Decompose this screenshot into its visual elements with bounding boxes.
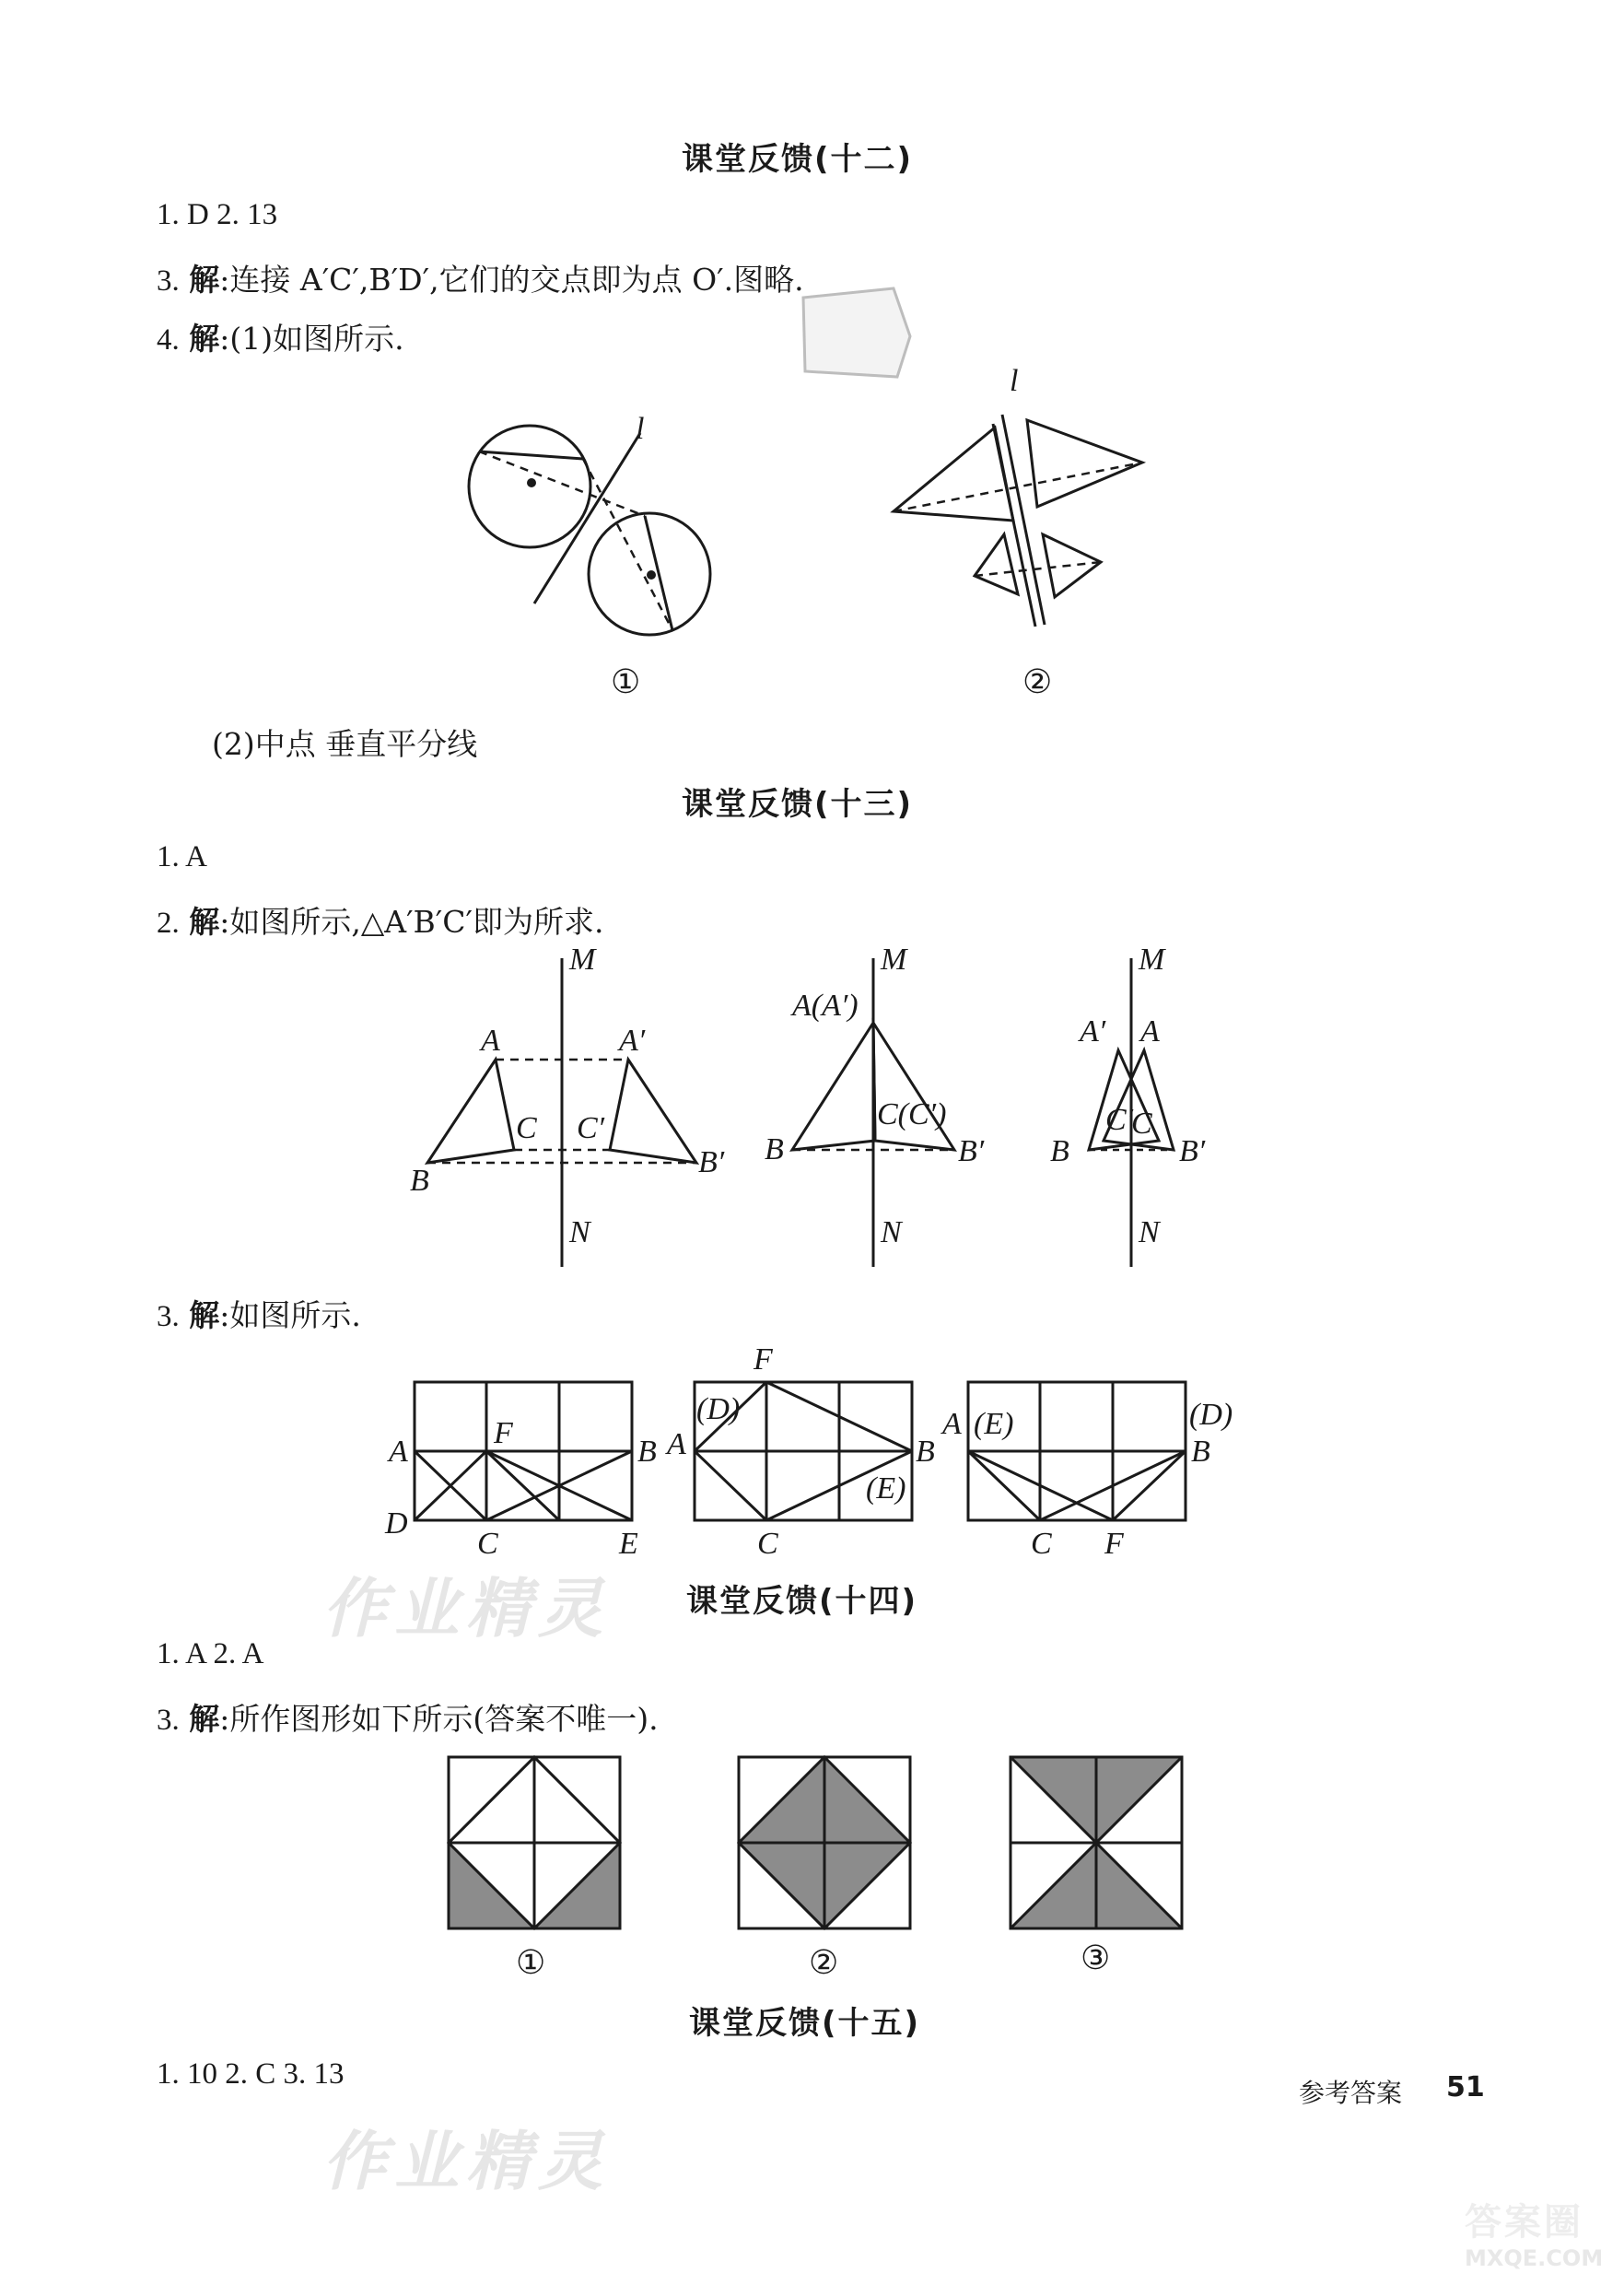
- triangle-A1B1C1: [610, 1060, 696, 1163]
- svg-text:B′: B′: [1179, 1134, 1206, 1168]
- page-number: 51: [1446, 2071, 1485, 2103]
- answer-line: 1. 10 2. C 3. 13: [157, 2057, 345, 2091]
- answer-line: [157, 898, 604, 942]
- answer-line: [157, 1292, 361, 1335]
- figure-13-2-b: [765, 949, 1041, 1271]
- solution-text: :(1)如图所示.: [219, 321, 404, 357]
- section-title-15: 课堂反馈(十五): [689, 2005, 921, 2042]
- label-l: l: [636, 412, 645, 446]
- section-title-13: 课堂反馈(十三): [682, 786, 914, 823]
- answer-line: 1. A 2. A: [157, 1637, 264, 1670]
- question-number: 3.: [157, 1300, 180, 1333]
- figure-caption: ③: [1081, 1939, 1111, 1977]
- svg-text:C: C: [1031, 1527, 1052, 1561]
- svg-text:M: M: [1139, 949, 1165, 977]
- figure-caption: ②: [809, 1944, 839, 1982]
- solution-text: :连接 A′C′,B′D′,它们的交点即为点 O′.图略.: [219, 262, 804, 298]
- figure-13-3-a: [378, 1364, 682, 1566]
- section-title-12: 课堂反馈(十二): [682, 141, 914, 178]
- answer-line: [157, 1695, 659, 1739]
- triangle-right-upper: [1027, 420, 1142, 507]
- figure-13-3-c: [935, 1364, 1257, 1566]
- shaded-square-1: [447, 1755, 622, 1930]
- svg-text:A: A: [942, 1407, 962, 1441]
- solution-label: 解: [189, 904, 220, 940]
- solution-label: 解: [189, 321, 220, 357]
- solution-label: 解: [189, 262, 220, 298]
- figure-13-3-b: [654, 1336, 958, 1566]
- svg-text:B: B: [916, 1435, 935, 1469]
- svg-text:C: C: [477, 1527, 498, 1561]
- answer-line: (2)中点 垂直平分线: [212, 726, 478, 762]
- svg-text:(E): (E): [974, 1407, 1014, 1441]
- svg-text:C: C: [1131, 1107, 1152, 1141]
- solution-text: :所作图形如下所示(答案不唯一).: [219, 1701, 659, 1737]
- svg-text:N: N: [881, 1215, 902, 1249]
- svg-text:E: E: [619, 1527, 638, 1561]
- svg-text:C′: C′: [1105, 1103, 1134, 1137]
- solution-text: :如图所示.: [219, 1297, 361, 1333]
- svg-text:C: C: [516, 1111, 537, 1145]
- watermark: 作业精灵: [322, 2124, 610, 2199]
- watermark: 作业精灵: [322, 1571, 610, 1646]
- triangle-ABC: [427, 1060, 514, 1163]
- figure-triangles-reflection: [884, 359, 1161, 636]
- svg-text:M: M: [569, 949, 596, 977]
- svg-text:(D): (D): [1189, 1398, 1233, 1432]
- dashed-link: [479, 451, 645, 516]
- svg-text:C: C: [757, 1527, 778, 1561]
- svg-text:A′: A′: [619, 1024, 646, 1058]
- shaded-square-3: [1009, 1755, 1184, 1930]
- solution-label: 解: [189, 1701, 220, 1737]
- svg-text:B: B: [1191, 1435, 1210, 1469]
- question-number: 2.: [157, 907, 180, 940]
- answer-line: 1. D 2. 13: [157, 198, 278, 231]
- svg-text:(E): (E): [866, 1471, 906, 1506]
- svg-text:B′: B′: [698, 1145, 725, 1179]
- figure-caption: ①: [611, 663, 641, 701]
- corner-logo: [1465, 2193, 1612, 2276]
- svg-text:F: F: [1104, 1527, 1124, 1561]
- svg-text:A: A: [389, 1435, 408, 1469]
- svg-text:A(A′): A(A′): [792, 989, 859, 1023]
- question-number: 3.: [157, 1704, 180, 1737]
- svg-text:B: B: [765, 1132, 784, 1166]
- svg-text:C(C′): C(C′): [877, 1097, 947, 1131]
- triangle-left-lower: [975, 534, 1018, 594]
- svg-text:D: D: [385, 1506, 408, 1541]
- dashed-link: [975, 562, 1101, 576]
- svg-text:A′: A′: [1080, 1014, 1106, 1049]
- answer-line: 1. A: [157, 840, 208, 873]
- section-title-14: 课堂反馈(十四): [686, 1583, 918, 1620]
- svg-text:(D): (D): [696, 1392, 741, 1426]
- figure-caption: ①: [516, 1944, 546, 1982]
- svg-text:F: F: [754, 1342, 773, 1377]
- solution-label: 解: [189, 1297, 220, 1333]
- svg-text:F: F: [494, 1416, 513, 1450]
- svg-text:A: A: [667, 1427, 686, 1461]
- footer-label: 参考答案: [1299, 2078, 1403, 2108]
- svg-text:N: N: [1139, 1215, 1160, 1249]
- shaded-square-2: [737, 1755, 912, 1930]
- svg-text:A: A: [1140, 1014, 1160, 1049]
- svg-text:B: B: [637, 1435, 657, 1469]
- svg-text:M: M: [881, 949, 907, 977]
- svg-text:B′: B′: [958, 1134, 985, 1168]
- answer-line: [157, 256, 804, 299]
- corner-logo-sub: MXQE.COM: [1465, 2245, 1604, 2271]
- figure-13-2-c: [1032, 949, 1244, 1271]
- answer-line: [157, 315, 404, 358]
- figure-13-2-a: [405, 949, 746, 1271]
- center-dot: [527, 478, 536, 487]
- svg-text:C′: C′: [577, 1111, 605, 1145]
- center-dot: [647, 570, 656, 580]
- svg-text:B: B: [1050, 1134, 1069, 1168]
- label-l: l: [1010, 364, 1019, 398]
- svg-text:A: A: [481, 1024, 500, 1058]
- figure-circles-reflection: [451, 405, 746, 645]
- triangle-right-lower: [1043, 534, 1101, 597]
- svg-text:B: B: [410, 1164, 429, 1198]
- corner-logo-text: 答案圈: [1465, 2201, 1583, 2244]
- figure-caption: ②: [1022, 663, 1053, 701]
- svg-text:N: N: [569, 1215, 590, 1249]
- question-number: 4.: [157, 323, 180, 357]
- question-number: 3.: [157, 264, 180, 298]
- solution-text: :如图所示,△A′B′C′即为所求.: [219, 904, 604, 940]
